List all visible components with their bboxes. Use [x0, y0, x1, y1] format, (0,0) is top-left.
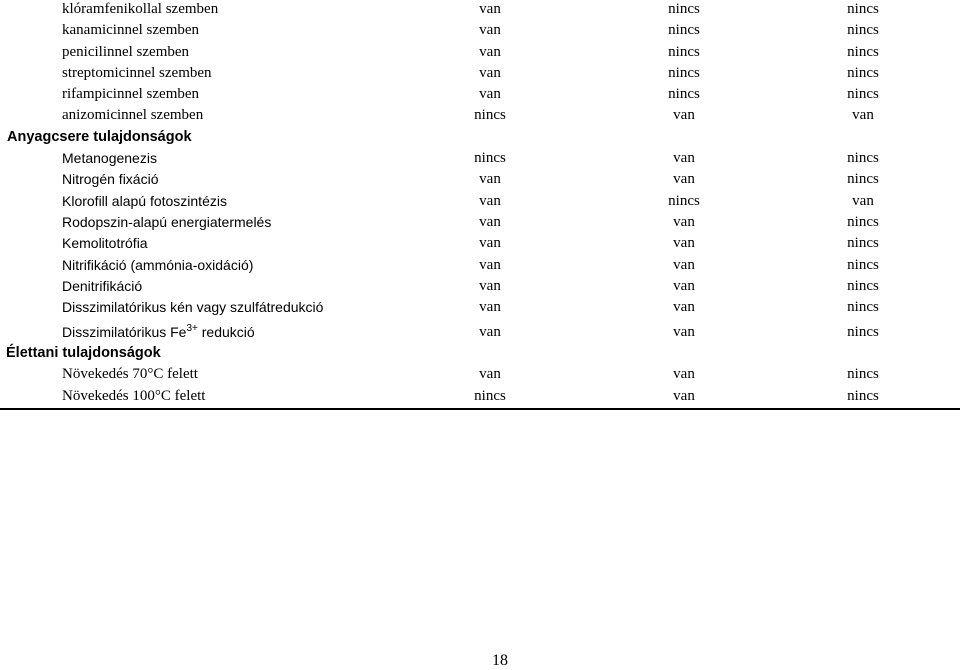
table-row [0, 43, 960, 64]
row-label: Növekedés 100°C felett [62, 387, 206, 404]
cell-col3: nincs [847, 366, 879, 383]
cell-col2: van [673, 324, 695, 341]
cell-col1: nincs [474, 150, 506, 167]
cell-col1: van [479, 299, 501, 316]
cell-col2: nincs [668, 43, 700, 60]
cell-col2: van [673, 171, 695, 188]
row-label: Disszimilatórikus kén vagy szulfátredukció [62, 299, 324, 316]
row-label: Növekedés 70°C felett [62, 366, 198, 383]
cell-col3: nincs [847, 213, 879, 230]
table-row [0, 213, 960, 234]
cell-col1: van [479, 366, 501, 383]
table-row [0, 106, 960, 127]
cell-col2: van [673, 366, 695, 383]
row-label: kanamicinnel szemben [62, 22, 200, 39]
cell-col1: van [479, 64, 501, 81]
cell-col1: van [479, 213, 501, 230]
cell-col1: van [479, 192, 501, 209]
row-label-suffix: redukció [197, 324, 255, 341]
table-row [0, 298, 960, 319]
cell-col1: nincs [474, 387, 506, 404]
table-row [0, 319, 960, 344]
cell-col2: van [673, 299, 695, 316]
cell-col1: van [479, 235, 501, 252]
cell-col3: van [852, 107, 874, 124]
row-label: Nitrogén fixáció [62, 171, 159, 188]
cell-col3: nincs [847, 235, 879, 252]
table-row [0, 192, 960, 213]
row-label-main: Disszimilatórikus Fe [62, 324, 187, 341]
cell-col3: nincs [847, 299, 879, 316]
table-row [0, 0, 960, 21]
cell-col2: van [673, 277, 695, 294]
cell-col1: van [479, 277, 501, 294]
cell-col3: nincs [847, 150, 879, 167]
table-row [0, 170, 960, 191]
cell-col2: nincs [668, 22, 700, 39]
section-heading-metabolic: Anyagcsere tulajdonságok [7, 128, 192, 145]
cell-col2: nincs [668, 192, 700, 209]
cell-col3: nincs [847, 256, 879, 273]
cell-col2: van [673, 256, 695, 273]
cell-col3: nincs [847, 387, 879, 404]
row-label: penicilinnel szemben [62, 43, 190, 60]
section-row [0, 344, 960, 365]
row-label: klóramfenikollal szemben [62, 1, 219, 17]
section-heading-physiological: Élettani tulajdonságok [6, 344, 161, 361]
cell-col2: van [673, 107, 695, 124]
cell-col3: van [852, 192, 874, 209]
row-label: Kemolitotrófia [62, 235, 148, 252]
row-label: Denitrifikáció [62, 277, 143, 294]
table-row [0, 277, 960, 298]
row-label: Nitrifikáció (ammónia-oxidáció) [62, 256, 254, 273]
cell-col1: nincs [474, 107, 506, 124]
cell-col3: nincs [847, 43, 879, 60]
cell-col3: nincs [847, 1, 879, 17]
cell-col1: van [479, 86, 501, 103]
row-label-superscript: 3+ [186, 323, 198, 335]
table-row [0, 256, 960, 277]
row-label: anizomicinnel szemben [62, 107, 204, 124]
cell-col3: nincs [847, 171, 879, 188]
table-row [0, 64, 960, 85]
table-row [0, 21, 960, 42]
cell-col3: nincs [847, 22, 879, 39]
row-label: Klorofill alapú fotoszintézis [62, 192, 227, 209]
cell-col3: nincs [847, 86, 879, 103]
cell-col3: nincs [847, 277, 879, 294]
cell-col1: van [479, 324, 501, 341]
cell-col1: van [479, 22, 501, 39]
section-row [0, 128, 960, 149]
row-label: Rodopszin-alapú energiatermelés [62, 213, 272, 230]
cell-col1: van [479, 256, 501, 273]
row-label [62, 323, 255, 341]
cell-col2: van [673, 150, 695, 167]
row-label: streptomicinnel szemben [62, 64, 212, 81]
page-number: 18 [492, 652, 508, 669]
cell-col2: van [673, 387, 695, 404]
cell-col1: van [479, 43, 501, 60]
cell-col2: van [673, 213, 695, 230]
cell-col1: van [479, 1, 501, 17]
row-label: Metanogenezis [62, 150, 157, 167]
cell-col2: nincs [668, 64, 700, 81]
cell-col3: nincs [847, 64, 879, 81]
cell-col2: nincs [668, 1, 700, 17]
row-label: rifampicinnel szemben [62, 86, 200, 103]
cell-col2: van [673, 235, 695, 252]
cell-col3: nincs [847, 324, 879, 341]
table-row [0, 85, 960, 106]
table-row [0, 365, 960, 386]
cell-col2: nincs [668, 86, 700, 103]
table-row [0, 149, 960, 170]
table-row [0, 387, 960, 410]
cell-col1: van [479, 171, 501, 188]
table-row [0, 234, 960, 255]
